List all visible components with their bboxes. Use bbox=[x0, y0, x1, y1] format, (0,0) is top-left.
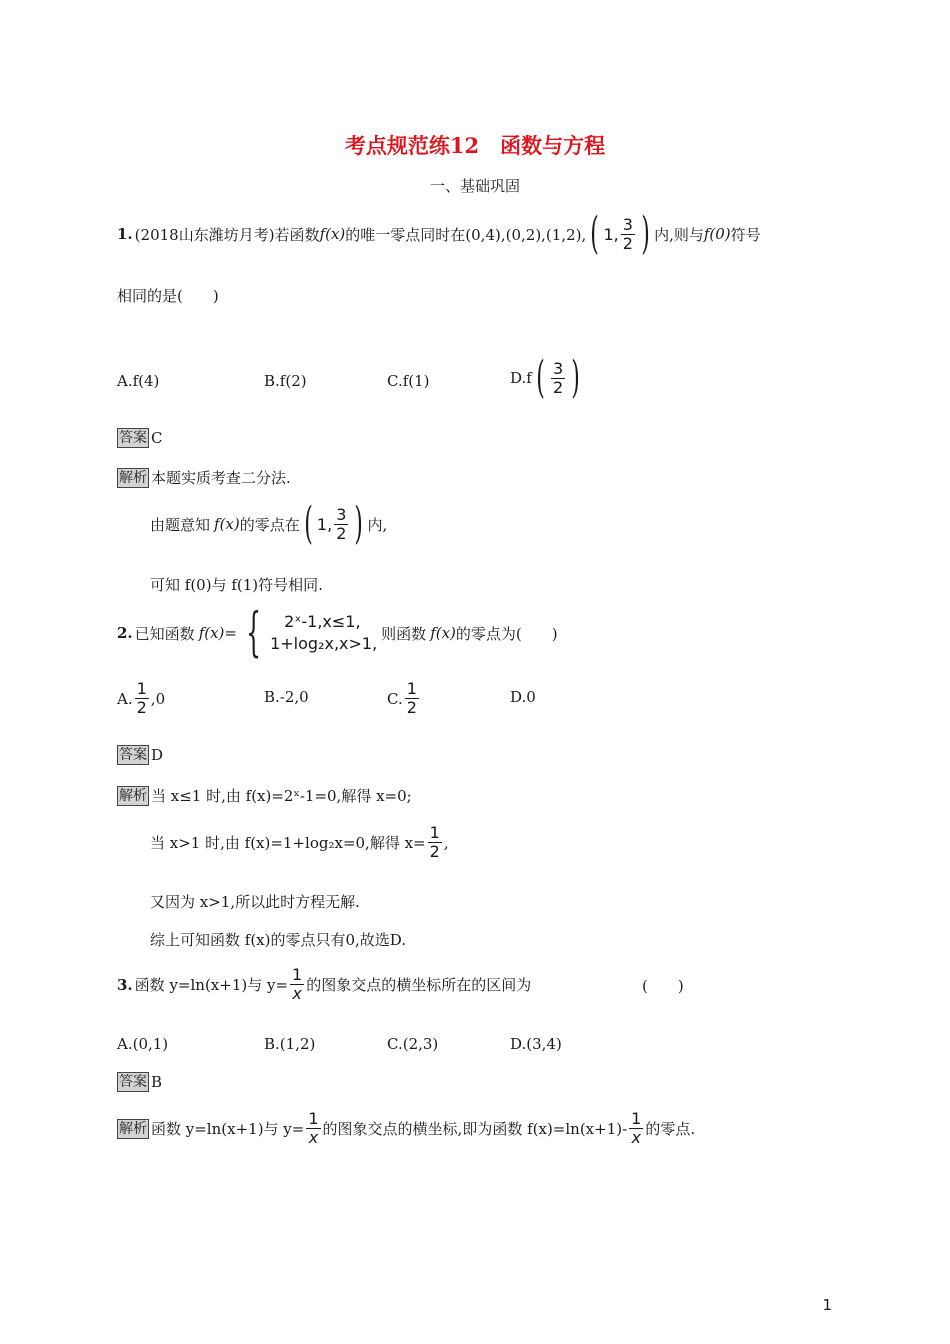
analysis-text: , bbox=[443, 833, 449, 852]
choice-d[interactable]: D.0 bbox=[510, 688, 536, 706]
choice-a[interactable]: A.f(4) bbox=[117, 372, 160, 390]
analysis-1-line-3: 可知 f(0)与 f(1)符号相同. bbox=[150, 576, 323, 594]
answer-value: C bbox=[151, 429, 163, 447]
question-number: 2. bbox=[117, 624, 133, 642]
fraction bbox=[334, 506, 348, 543]
answer-tag: 答案 bbox=[119, 1074, 147, 1090]
analysis-3 bbox=[117, 1110, 695, 1147]
left-paren: ( bbox=[590, 208, 600, 259]
analysis-text: 当 x≤1 时,由 f(x)=2ˣ-1=0,解得 x=0; bbox=[151, 787, 412, 805]
question-text: 则函数 bbox=[381, 624, 427, 643]
answer-value: D bbox=[151, 746, 164, 764]
right-paren: ) bbox=[571, 352, 581, 403]
fraction-numerator: 1 bbox=[631, 1109, 642, 1128]
question-text: 的唯一零点同时在(0,4),(0,2),(1,2), bbox=[345, 225, 587, 244]
fraction bbox=[135, 680, 149, 717]
choice-c[interactable]: C.f(1) bbox=[387, 372, 430, 390]
question-text: 符号 bbox=[730, 225, 761, 244]
choice-a[interactable]: A.(0,1) bbox=[117, 1035, 169, 1053]
fraction bbox=[428, 824, 442, 861]
fraction-denominator: 2 bbox=[552, 377, 564, 397]
function-fx: f(x) bbox=[214, 515, 240, 533]
piecewise-function bbox=[237, 603, 378, 663]
fraction-in-parens bbox=[532, 352, 585, 403]
fraction-numerator: 3 bbox=[336, 504, 347, 524]
section-heading: 一、基础巩固 bbox=[429, 177, 520, 195]
choice-b[interactable]: B.-2,0 bbox=[264, 688, 309, 706]
left-brace: { bbox=[246, 603, 261, 663]
answer-3 bbox=[117, 1072, 162, 1092]
interval-left: 1, bbox=[603, 224, 619, 244]
question-text: (2018山东潍坊月考)若函数 bbox=[134, 225, 320, 244]
function-fx: f(x) bbox=[198, 624, 225, 642]
question-2-stem bbox=[117, 603, 558, 663]
fraction bbox=[629, 1110, 643, 1147]
page-title: 考点规范练12 函数与方程 bbox=[344, 133, 606, 158]
analysis-text: 当 x>1 时,由 f(x)=1+log₂x=0,解得 x= bbox=[150, 834, 426, 852]
analysis-text: 内, bbox=[367, 515, 388, 534]
fraction-numerator: 1 bbox=[308, 1109, 319, 1128]
analysis-1 bbox=[117, 467, 291, 488]
fraction-numerator: 1 bbox=[292, 965, 303, 984]
analysis-2-line-4: 综上可知函数 f(x)的零点只有0,故选D. bbox=[150, 931, 407, 949]
analysis-2-line-2 bbox=[150, 824, 449, 861]
answer-1 bbox=[117, 428, 162, 448]
question-1-stem bbox=[117, 208, 761, 259]
fraction bbox=[405, 680, 419, 717]
equals-sign: = bbox=[224, 624, 237, 642]
fraction-denominator: 2 bbox=[336, 523, 347, 543]
function-f0: f(0) bbox=[703, 225, 731, 243]
fraction-numerator: 3 bbox=[552, 358, 564, 378]
analysis-2 bbox=[117, 785, 412, 806]
choice-d-label: D.f bbox=[510, 369, 532, 387]
fraction-numerator: 1 bbox=[136, 679, 147, 698]
choice-b[interactable]: B.f(2) bbox=[264, 372, 307, 390]
fraction-denominator: 2 bbox=[429, 842, 440, 861]
analysis-text: 函数 y=ln(x+1)与 y= bbox=[151, 1120, 305, 1138]
answer-value: B bbox=[151, 1073, 163, 1091]
question-number: 1. bbox=[117, 225, 133, 243]
fraction-denominator: 2 bbox=[136, 698, 147, 717]
fraction-denominator: x bbox=[308, 1128, 319, 1147]
question-text: 的图象交点的横坐标所在的区间为 bbox=[306, 976, 532, 994]
analysis-tag: 解析 bbox=[119, 469, 147, 486]
analysis-tag: 解析 bbox=[119, 787, 147, 804]
analysis-text: 由题意知 bbox=[150, 515, 211, 534]
interval-expression bbox=[300, 498, 368, 549]
analysis-1-line-2 bbox=[150, 498, 388, 549]
interval-left: 1, bbox=[316, 514, 333, 534]
choice-b[interactable]: B.(1,2) bbox=[264, 1035, 316, 1053]
analysis-tag: 解析 bbox=[119, 1120, 147, 1137]
fraction bbox=[621, 216, 635, 253]
answer-tag: 答案 bbox=[119, 430, 147, 446]
analysis-2-line-3: 又因为 x>1,所以此时方程无解. bbox=[150, 893, 360, 911]
page-number: 1 bbox=[822, 1296, 832, 1314]
question-number: 3. bbox=[117, 975, 133, 994]
right-paren: ) bbox=[354, 498, 364, 549]
fraction-denominator: x bbox=[292, 984, 302, 1003]
choice-c-label: C. bbox=[387, 689, 403, 708]
question-text: 内,则与 bbox=[654, 225, 704, 244]
question-text: 函数 y=ln(x+1)与 y= bbox=[134, 976, 289, 994]
left-paren: ( bbox=[536, 352, 545, 403]
question-text: 的零点为( ) bbox=[455, 624, 558, 643]
choice-d[interactable] bbox=[510, 352, 584, 403]
fraction-numerator: 1 bbox=[429, 823, 440, 842]
question-1-continuation: 相同的是( ) bbox=[117, 287, 219, 305]
interval-expression bbox=[586, 208, 654, 259]
analysis-text: 本题实质考查二分法. bbox=[151, 469, 291, 487]
answer-tag: 答案 bbox=[119, 747, 147, 763]
question-3-stem bbox=[117, 966, 531, 1003]
right-paren: ) bbox=[641, 208, 650, 259]
fraction-numerator: 3 bbox=[622, 214, 633, 234]
choice-a-label: A. bbox=[117, 689, 133, 708]
answer-2 bbox=[117, 745, 163, 765]
analysis-text: 的零点. bbox=[645, 1120, 696, 1138]
fraction bbox=[290, 966, 304, 1003]
choice-a[interactable] bbox=[117, 680, 165, 717]
fraction-denominator: x bbox=[631, 1128, 641, 1147]
fraction-numerator: 1 bbox=[406, 679, 417, 698]
analysis-text: 的图象交点的横坐标,即为函数 f(x)=ln(x+1)- bbox=[322, 1120, 628, 1138]
function-fx: f(x) bbox=[319, 225, 346, 243]
case-1: 2ˣ-1,x≤1, bbox=[284, 612, 361, 631]
fraction bbox=[551, 360, 565, 397]
function-fx: f(x) bbox=[430, 624, 456, 642]
fraction-denominator: 2 bbox=[406, 698, 417, 717]
answer-blank: ( ) bbox=[642, 977, 684, 995]
fraction-denominator: 2 bbox=[622, 233, 633, 253]
choice-d[interactable]: D.(3,4) bbox=[510, 1035, 562, 1053]
fraction bbox=[306, 1110, 320, 1147]
analysis-text: 的零点在 bbox=[239, 515, 300, 534]
choice-c[interactable] bbox=[387, 680, 421, 717]
question-text: 已知函数 bbox=[134, 624, 195, 643]
choice-c[interactable]: C.(2,3) bbox=[387, 1035, 439, 1053]
choice-a-suffix: ,0 bbox=[150, 689, 166, 708]
case-2: 1+log₂x,x>1, bbox=[270, 634, 378, 653]
left-paren: ( bbox=[304, 498, 313, 549]
